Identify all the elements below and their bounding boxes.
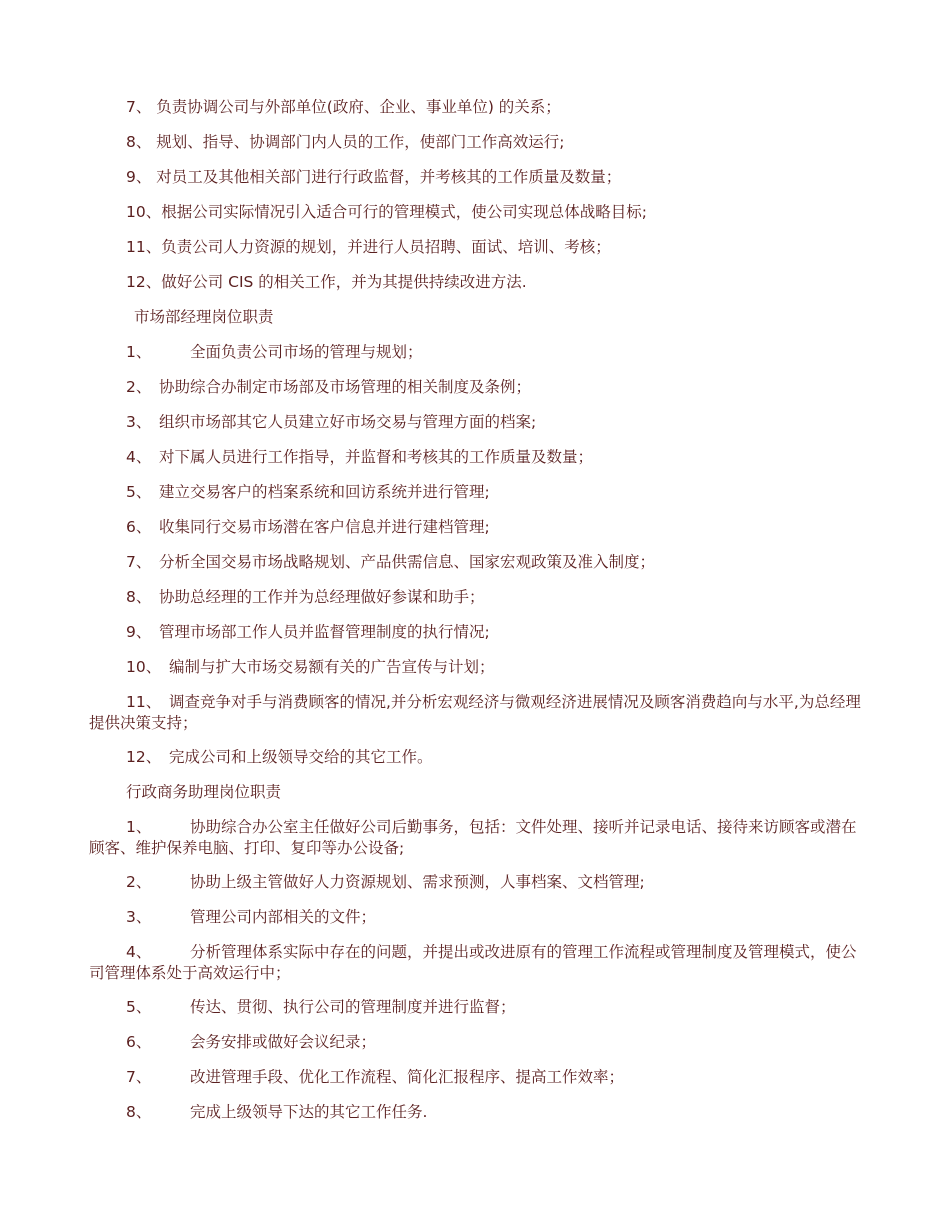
item-text: 管理市场部工作人员并监督管理制度的执行情况; xyxy=(159,623,490,641)
duty-item: 8、 规划、指导、协调部门内人员的工作，使部门工作高效运行; xyxy=(126,133,565,151)
item-text: 管理公司内部相关的文件； xyxy=(190,908,377,926)
item-number: 12、 xyxy=(126,748,162,766)
list-item xyxy=(126,1032,376,1052)
item-text: 建立交易客户的档案系统和回访系统并进行管理; xyxy=(159,483,490,501)
item-number: 6、 xyxy=(126,518,152,536)
list-item xyxy=(126,1102,427,1122)
list-item xyxy=(126,622,490,642)
list-item xyxy=(89,692,864,734)
list-item xyxy=(126,1067,624,1087)
item-number: 6、 xyxy=(126,1033,152,1051)
item-text: 会务安排或做好会议纪录； xyxy=(190,1033,377,1051)
section-title-admin-assistant: 行政商务助理岗位职责 xyxy=(126,783,282,801)
item-text: 协助总经理的工作并为总经理做好参谋和助手； xyxy=(159,588,485,606)
item-number: 2、 xyxy=(126,378,152,396)
item-text: 完成上级领导下达的其它工作任务. xyxy=(190,1103,428,1121)
list-item xyxy=(126,342,423,362)
item-text: 收集同行交易市场潜在客户信息并进行建档管理; xyxy=(159,518,490,536)
item-text: 分析全国交易市场战略规划、产品供需信息、国家宏观政策及准入制度； xyxy=(159,553,656,571)
item-text: 传达、贯彻、执行公司的管理制度并进行监督； xyxy=(190,998,516,1016)
duty-item: 12、做好公司 CIS 的相关工作，并为其提供持续改进方法. xyxy=(126,273,527,291)
item-text: 协助上级主管做好人力资源规划、需求预测，人事档案、文档管理; xyxy=(190,873,645,891)
item-number: 5、 xyxy=(126,998,152,1016)
item-text: 调查竞争对手与消费顾客的情况,并分析宏观经济与微观经济进展情况及顾客消费趋向与水平,为总经理提供决策支持； xyxy=(89,693,861,732)
duty-item: 11、负责公司人力资源的规划，并进行人员招聘、面试、培训、考核； xyxy=(126,238,611,256)
item-number: 8、 xyxy=(126,588,152,606)
duty-item: 10、根据公司实际情况引入适合可行的管理模式，使公司实现总体战略目标; xyxy=(126,203,647,221)
list-item xyxy=(126,447,593,467)
list-item xyxy=(126,747,433,767)
item-number: 1、 xyxy=(126,818,152,836)
list-item xyxy=(126,997,516,1017)
item-number: 7、 xyxy=(126,553,152,571)
item-number: 7、 xyxy=(126,1068,152,1086)
list-item xyxy=(126,482,490,502)
list-item xyxy=(126,517,490,537)
item-number: 11、 xyxy=(126,693,162,711)
item-text: 对下属人员进行工作指导，并监督和考核其的工作质量及数量； xyxy=(159,448,594,466)
item-number: 1、 xyxy=(126,343,152,361)
duty-item: 7、 负责协调公司与外部单位(政府、企业、事业单位) 的关系； xyxy=(126,98,561,116)
list-item xyxy=(126,657,495,677)
item-text: 改进管理手段、优化工作流程、简化汇报程序、提高工作效率； xyxy=(190,1068,625,1086)
list-item xyxy=(89,817,864,859)
list-item xyxy=(126,872,645,892)
list-item xyxy=(126,552,655,572)
list-item xyxy=(126,412,536,432)
list-item xyxy=(126,907,376,927)
section-title-marketing-manager: 市场部经理岗位职责 xyxy=(134,308,274,326)
item-number: 10、 xyxy=(126,658,162,676)
item-text: 协助综合办公室主任做好公司后勤事务，包括：文件处理、接听并记录电话、接待来访顾客或潜在顾客、维护保养电脑、打印、复印等办公设备; xyxy=(89,818,857,857)
item-text: 分析管理体系实际中存在的问题，并提出或改进原有的管理工作流程或管理制度及管理模式，使公司管理体系处于高效运行中； xyxy=(89,943,857,982)
item-number: 3、 xyxy=(126,908,152,926)
item-text: 编制与扩大市场交易额有关的广告宣传与计划； xyxy=(169,658,495,676)
item-number: 4、 xyxy=(126,448,152,466)
item-number: 9、 xyxy=(126,623,152,641)
item-text: 组织市场部其它人员建立好市场交易与管理方面的档案; xyxy=(159,413,537,431)
item-number: 2、 xyxy=(126,873,152,891)
list-item xyxy=(89,942,864,984)
list-item xyxy=(126,377,531,397)
item-text: 全面负责公司市场的管理与规划； xyxy=(190,343,423,361)
list-item xyxy=(126,587,485,607)
item-text: 完成公司和上级领导交给的其它工作。 xyxy=(169,748,433,766)
duty-item: 9、 对员工及其他相关部门进行行政监督，并考核其的工作质量及数量； xyxy=(126,168,622,186)
item-number: 4、 xyxy=(126,943,152,961)
item-number: 5、 xyxy=(126,483,152,501)
item-number: 8、 xyxy=(126,1103,152,1121)
item-number: 3、 xyxy=(126,413,152,431)
item-text: 协助综合办制定市场部及市场管理的相关制度及条例； xyxy=(159,378,532,396)
